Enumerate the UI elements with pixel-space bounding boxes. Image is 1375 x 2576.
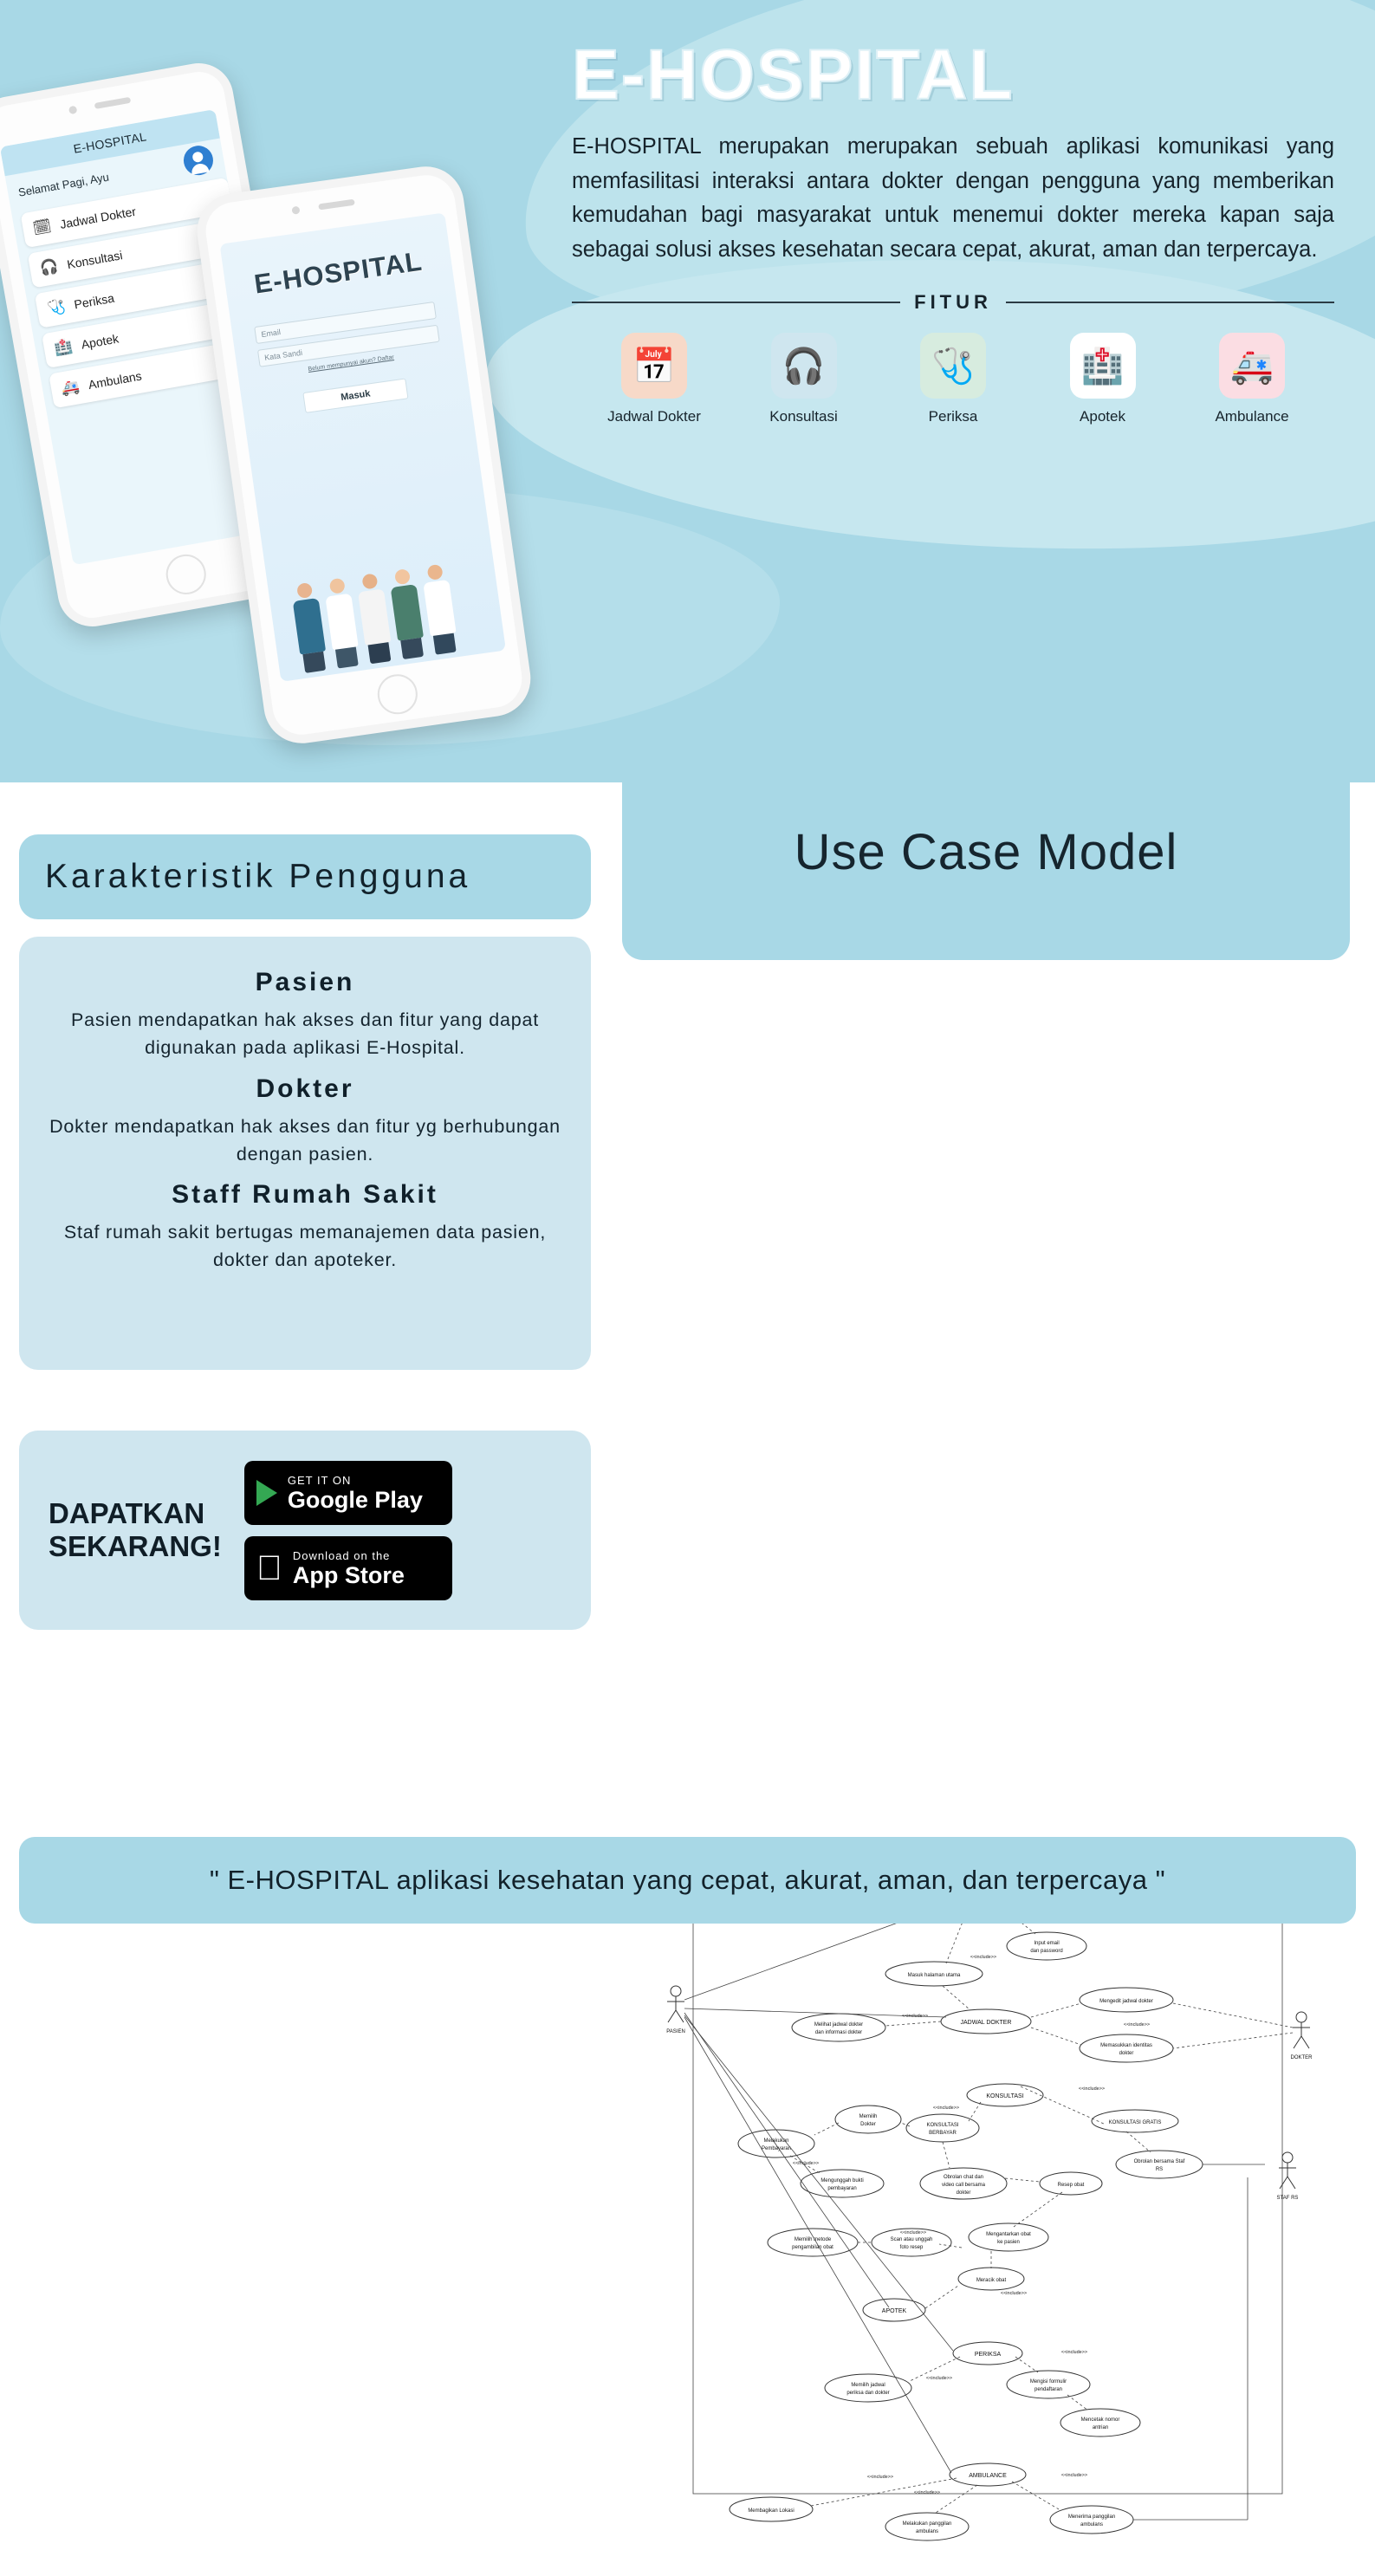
badge-title: Google Play [287, 1486, 423, 1513]
svg-text:APOTEK: APOTEK [881, 2308, 907, 2314]
svg-text:Masuk halaman utama: Masuk halaman utama [907, 1973, 961, 1978]
svg-text:pendaftaran: pendaftaran [1034, 2387, 1063, 2392]
login-logo: E-HOSPITAL [252, 245, 425, 300]
svg-text:video call bersama: video call bersama [941, 2183, 986, 2188]
svg-text:<<include>>: <<include>> [899, 2230, 927, 2235]
stethoscope-icon: 🩺 [920, 333, 986, 399]
svg-text:Mengedit jadwal dokter: Mengedit jadwal dokter [1099, 1999, 1153, 2004]
usecase-node-resep-obat [1040, 2172, 1102, 2195]
badge-subtitle: GET IT ON [287, 1473, 352, 1487]
usecase-node-masuk-halaman [885, 1962, 983, 1986]
usecase-node-membagikan-lokasi [730, 2497, 813, 2521]
hospital-building-icon: 🏥 [1070, 333, 1136, 399]
svg-text:<<include>>: <<include>> [932, 2106, 960, 2111]
headset-icon: 🎧 [771, 333, 837, 399]
hero-content [572, 36, 1334, 425]
menu-item-label: Ambulans [87, 368, 143, 393]
svg-text:Membagikan Lokasi: Membagikan Lokasi [748, 2508, 795, 2514]
fitur-label: FITUR [914, 291, 992, 314]
svg-text:STAF RS: STAF RS [1276, 2196, 1299, 2201]
doctors-illustration [265, 534, 506, 677]
feature-label: Konsultasi [769, 408, 838, 425]
ambulance-icon: 🚑 [1219, 333, 1285, 399]
svg-text:Melakukan panggilan: Melakukan panggilan [902, 2521, 952, 2527]
usecase-node-mengedit-jadwal [1080, 1988, 1173, 2012]
greeting-text: Selamat Pagi, Ayu [16, 170, 110, 199]
app-title: E-HOSPITAL [72, 129, 148, 156]
karakteristik-title-box [19, 834, 591, 919]
svg-text:Resep obat: Resep obat [1057, 2183, 1085, 2188]
svg-text:Obrolan chat dan: Obrolan chat dan [943, 2175, 984, 2180]
svg-text:<<include>>: <<include>> [1060, 2473, 1088, 2478]
badge-subtitle: Download on the [266, 1548, 365, 1562]
menu-item-label: Konsultasi [66, 248, 124, 272]
svg-text:Mengunggah bukti: Mengunggah bukti [820, 2178, 864, 2183]
actor-staf-rs [1277, 2152, 1299, 2201]
svg-text:ambulans: ambulans [1080, 2522, 1104, 2527]
usecase-node-mencetak-nomor [1060, 2409, 1140, 2436]
feature-label: Periksa [928, 408, 978, 425]
svg-text:<<include>>: <<include>> [792, 2161, 820, 2166]
svg-text:PASIEN: PASIEN [666, 2029, 685, 2034]
badge-text [266, 1548, 405, 1588]
password-field[interactable]: Kata Sandi [257, 325, 440, 367]
email-field[interactable]: Email [254, 302, 437, 344]
svg-text:<<include>>: <<include>> [1123, 2022, 1151, 2028]
usecase-node-menerima-panggilan [1050, 2506, 1133, 2534]
usecase-node-obrolan-staf [1116, 2151, 1203, 2178]
svg-text:Dokter: Dokter [860, 2122, 876, 2127]
app-store-button[interactable] [244, 1536, 452, 1600]
karakteristik-item-title: Pasien [255, 968, 355, 996]
download-headline [49, 1497, 222, 1563]
footer-banner [19, 1837, 1356, 1924]
svg-text:<<include>>: <<include>> [1000, 2291, 1028, 2296]
svg-text:ambulans: ambulans [915, 2529, 939, 2534]
svg-text:KONSULTASI: KONSULTASI [926, 2123, 959, 2128]
feature-label: Ambulance [1215, 408, 1289, 425]
usecase-node-memilih-jadwal-periksa [825, 2374, 911, 2402]
menu-item-label: Apotek [80, 331, 120, 352]
karakteristik-panel [19, 937, 591, 1370]
calendar-icon: 📅 [621, 333, 687, 399]
download-headline-line2: SEKARANG! [49, 1530, 222, 1562]
page-title: E-HOSPITAL [572, 36, 1015, 114]
svg-text:Melihat jadwal dokter: Melihat jadwal dokter [814, 2022, 864, 2028]
feature-apotek[interactable] [1038, 333, 1168, 425]
svg-text:PERIKSA: PERIKSA [974, 2352, 1002, 2358]
phone-home-button [163, 551, 209, 597]
karakteristik-item-title: Staff Rumah Sakit [172, 1180, 438, 1209]
register-link[interactable]: Belum mempunyai akun? Daftar [308, 354, 395, 373]
svg-text:DOKTER: DOKTER [1290, 2055, 1313, 2060]
svg-text:<<include>>: <<include>> [970, 1955, 997, 1960]
menu-item-label: Periksa [73, 290, 116, 312]
usecase-heading: Use Case Model [794, 823, 1178, 880]
svg-text:dan password: dan password [1030, 1949, 1063, 1954]
svg-text:Scan atau unggah: Scan atau unggah [890, 2237, 933, 2242]
badge-text [288, 1474, 423, 1512]
download-headline-line1: DAPATKAN [49, 1497, 205, 1530]
svg-text:KONSULTASI: KONSULTASI [986, 2093, 1024, 2099]
svg-text:<<include>>: <<include>> [913, 2490, 941, 2495]
usecase-node-melihat-jadwal [792, 2014, 885, 2041]
actor-dokter [1290, 2012, 1313, 2060]
download-panel [19, 1431, 591, 1630]
usecase-node-mengantarkan-obat [969, 2223, 1048, 2251]
login-button[interactable]: Masuk [302, 378, 408, 412]
karakteristik-item-text: Dokter mendapatkan hak akses dan fitur yg berhubungan dengan pasien. [49, 1115, 561, 1165]
svg-text:ke pasien: ke pasien [997, 2240, 1020, 2245]
usecase-node-melakukan-pembayaran [738, 2130, 814, 2157]
google-play-button[interactable] [244, 1461, 452, 1525]
feature-ambulance[interactable] [1187, 333, 1317, 425]
usecase-node-konsultasi-gratis [1092, 2110, 1178, 2132]
google-play-icon [256, 1480, 277, 1506]
usecase-node-memasukkan-identitas [1080, 2034, 1173, 2062]
hospital-building-icon: 🏥 [53, 337, 75, 358]
divider-line-left [572, 302, 900, 303]
footer-quote: " E-HOSPITAL aplikasi kesehatan yang cepat, akurat, aman, dan terpercaya " [209, 1865, 1166, 1895]
phone-camera-dot [68, 106, 77, 114]
svg-text:Memilih metode: Memilih metode [794, 2237, 832, 2242]
svg-text:foto resep: foto resep [899, 2245, 924, 2250]
badge-title: App Store [266, 1561, 379, 1588]
svg-text:Memilih jadwal: Memilih jadwal [851, 2383, 885, 2388]
usecase-node-konsultasi [967, 2084, 1043, 2106]
svg-text:Pembayaran: Pembayaran [761, 2146, 792, 2151]
feature-periksa[interactable] [888, 333, 1018, 425]
karakteristik-item-text: Staf rumah sakit bertugas memanajemen data pasien, dokter dan apoteker. [63, 1222, 547, 1271]
svg-text:<<include>>: <<include>> [866, 2475, 894, 2480]
usecase-node-apotek [863, 2299, 925, 2321]
usecase-connectors [684, 1903, 1293, 2520]
svg-text:pembayaran: pembayaran [827, 2186, 857, 2191]
menu-item-label: Jadwal Dokter [58, 204, 138, 231]
phone-speaker-bar [318, 199, 355, 211]
svg-text:Mengisi formulir: Mengisi formulir [1029, 2379, 1067, 2385]
svg-text:Memasukkan identitas: Memasukkan identitas [1100, 2043, 1152, 2048]
usecase-node-melakukan-panggilan [885, 2513, 969, 2540]
svg-text:Mencetak nomor: Mencetak nomor [1080, 2417, 1120, 2423]
usecase-node-ambulance [950, 2463, 1026, 2486]
usecase-node-input-email [1007, 1932, 1086, 1960]
karakteristik-heading: Karakteristik Pengguna [45, 858, 471, 895]
svg-text:Meracik obat: Meracik obat [976, 2278, 1007, 2283]
svg-text:BERBAYAR: BERBAYAR [929, 2131, 957, 2136]
login-form [254, 302, 447, 419]
usecase-node-jadwal-dokter [941, 2009, 1031, 2034]
feature-konsultasi[interactable] [739, 333, 869, 425]
hero-description: E-HOSPITAL merupakan merupakan sebuah aplikasi komunikasi yang memfasilitasi interaksi antara dokter dengan pengguna yang memberikan kemudahan bagi masyarakat untuk menemui dokter mereka kapan saja sebagai solusi akses kesehatan secara cepat, akurat, aman dan terpercaya. [572, 134, 1334, 262]
usecase-diagram [641, 1878, 1334, 2572]
karakteristik-item-text: Pasien mendapatkan hak akses dan fitur yang dapat digunakan pada aplikasi E-Hospital. [70, 1009, 539, 1059]
svg-text:Mengantarkan obat: Mengantarkan obat [986, 2232, 1031, 2237]
svg-text:<<include>>: <<include>> [901, 2014, 929, 2019]
usecase-node-meracik-obat [958, 2268, 1024, 2290]
usecase-node-memilih-dokter [835, 2106, 901, 2133]
svg-text:Melakukan: Melakukan [763, 2138, 789, 2144]
feature-label: Apotek [1080, 408, 1125, 425]
svg-text:dokter: dokter [1119, 2051, 1134, 2056]
svg-text:Memilih: Memilih [859, 2114, 878, 2119]
svg-text:Input email: Input email [1034, 1941, 1060, 1946]
divider-line-right [1006, 302, 1334, 303]
svg-text:AMBULANCE: AMBULANCE [969, 2473, 1007, 2479]
usecase-diagram-svg [641, 1878, 1334, 2572]
svg-text:Obrolan bersama Staf: Obrolan bersama Staf [1133, 2159, 1185, 2164]
feature-label: Jadwal Dokter [607, 408, 701, 425]
karakteristik-item-title: Dokter [256, 1074, 354, 1103]
svg-text:periksa dan dokter: periksa dan dokter [846, 2391, 890, 2396]
avatar[interactable] [181, 143, 215, 177]
ambulance-icon: 🚑 [60, 378, 81, 398]
apple-icon [256, 1551, 282, 1586]
feature-jadwal-dokter[interactable] [589, 333, 719, 425]
svg-text:RS: RS [1155, 2167, 1164, 2172]
svg-text:dokter: dokter [956, 2190, 971, 2196]
phone-camera-dot [291, 206, 300, 215]
headset-icon: 🎧 [38, 257, 60, 277]
usecase-node-mengisi-formulir [1007, 2371, 1090, 2398]
phone-speaker-bar [94, 97, 132, 109]
usecase-node-periksa [953, 2342, 1022, 2365]
hero-section [0, 0, 1375, 782]
feature-list [572, 333, 1334, 425]
fitur-divider [572, 291, 1334, 314]
svg-text:<<include>>: <<include>> [925, 2376, 953, 2381]
login-screen [220, 212, 506, 682]
svg-text:pengambilan obat: pengambilan obat [792, 2245, 833, 2250]
svg-text:KONSULTASI GRATIS: KONSULTASI GRATIS [1108, 2120, 1162, 2125]
usecase-node-obrolan-dokter [920, 2168, 1007, 2199]
actor-pasien [666, 1986, 685, 2034]
svg-text:<<include>>: <<include>> [1060, 2350, 1088, 2355]
svg-text:dan informasi dokter: dan informasi dokter [814, 2030, 863, 2035]
stethoscope-icon: 🩺 [45, 297, 67, 317]
store-badges [244, 1461, 452, 1600]
phone-home-button [375, 672, 420, 717]
svg-text:antrian: antrian [1092, 2425, 1109, 2430]
usecase-node-mengunggah-bukti [801, 2170, 884, 2197]
usecase-title-box [622, 743, 1350, 960]
svg-text:Menerima panggilan: Menerima panggilan [1067, 2514, 1116, 2520]
calendar-icon: 🗓 [31, 217, 53, 237]
svg-text:JADWAL DOKTER: JADWAL DOKTER [960, 2020, 1012, 2026]
svg-text:<<include>>: <<include>> [1078, 2086, 1106, 2092]
usecase-node-konsultasi-berbayar [906, 2114, 979, 2142]
